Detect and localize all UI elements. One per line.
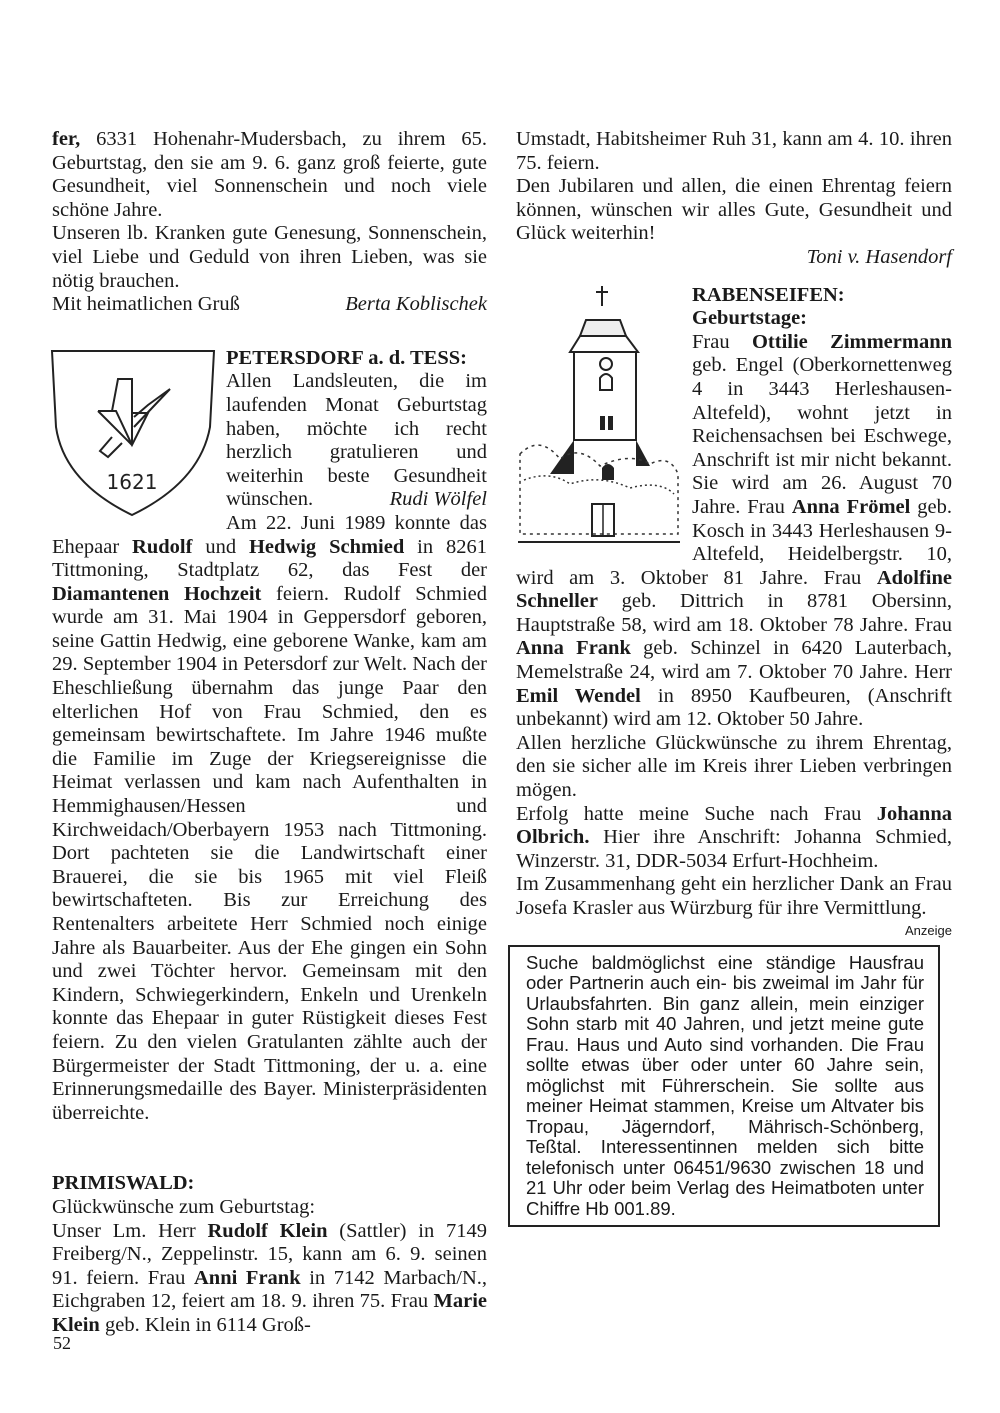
rabenseifen-birthdays: Frau Ottilie Zimmermann geb. Engel (Oberkornettenweg 4 in 3443 Herleshausen-Altefeld), wohnt jetzt in Reichensachsen bei Eschwege, Anschrift ist mir nicht bekannt. Sie wird am 26. August 70 Jahre. Frau Anna Frömel geb. Kosch in 3443 Herleshausen 9-Altefeld, Heidelbergstr. 10, wird am 3. Oktober 81 Jahre. Frau Adolfine Schneller geb. Dittrich in 8781 Obersinn, Hauptstraße 58, wird am 18. Oktober 78 Jahre. Frau Anna Frank geb. Schinzel in 6420 Lauterbach, Memelstraße 24, wird am 7. Oktober 70 Jahre. Herr Emil Wendel in 8950 Kaufbeuren, (Anschrift unbekannt) wird am 12. Oktober 50 Jahre. [516,330,953,731]
thanks-paragraph: Im Zusammenhang geht ein herzlicher Dank an Frau Josefa Krasler aus Würzburg für ihre Vermittlung. [516,873,952,919]
svg-text:1621: 1621 [106,469,158,494]
section-heading-petersdorf: PETERSDORF a. d. TESS: [226,346,467,369]
signature-line: Mit heimatlichen Gruß Berta Koblischek [52,293,487,316]
diamond-wedding-article: Am 22. Juni 1989 konnte das Ehepaar Rudolf und Hedwig Schmied in 8261 Tittmoning, Stadtplatz 62, das Fest der Diamantenen Hochzeit feiern. Rudolf Schmied wurde am 31. Mai 1904 in Geppersdorf geboren, seine Gattin Hedwig, eine geborene Wanke, kam am 29. September 1904 in Petersdorf zur Welt. Nach der Eheschließung übernahm das junge Paar den elterlichen Hof von Frau Schmied, den es gemeinsam bewirtschaftete. Im Jahre 1946 mußte die Familie im Zuge der Kriegsereignisse die Heimat verlassen und kam nach Aufenthalten in Hemmighausen/Hessen und Kirchweidach/Oberbayern 1953 nach Tittmoning. Dort pachteten sie die Landwirtschaft einer Brauerei, die sie bis 1965 mit viel Fleiß bewirtschafteten. Bis zur Erreichung des Rentenalters arbeitete Herr Schmied noch einige Jahre als Bauarbeiter. Aus der Ehe gingen ein Sohn und zwei Töchter hervor. Gemeinsam mit den Kindern, Schwiegerkindern, Enkeln und Urenkeln konnte das Ehepaar in guter Rüstigkeit dieses Fest feiern. Zu den vielen Gratulanten zählte auch der Bürgermeister der Stadt Tittmoning, der u. a. eine Erinnerungsmedaille des Bayer. Ministerpräsidenten überreichte. [52,511,487,1124]
congrats-paragraph: Allen herzliche Glückwünsche zu ihrem Ehrentag, den sie sicher alle im Kreis ihrer Lieben verbringen mögen. [516,731,952,802]
petersdorf-crest [50,347,218,524]
rabenseifen-church-illustration [510,284,682,561]
continuation-paragraph: Umstadt, Habitsheimer Ruh 31, kann am 4. 10. ihren 75. feiern. [516,128,952,174]
closing-paragraph: Den Jubilaren und allen, die einen Ehrentag feiern können, wünschen wir alles Gute, Gesundheit und Glück weiterhin! [516,175,952,245]
ad-text: Suche baldmöglichst eine ständige Hausfrau oder Partnerin auch ein- bis zweimal im Jahr für Urlaubsfahrten. Bin ganz allein, mein einziger Sohn starb mit 40 Jahren, und jetzt meine gute Frau. Haus und Auto sind vorhanden. Die Frau sollte etwas über oder unter 60 Jahre sein, möglichst mit Führerschein. Sie sollte aus meiner Heimat stammen, Kreise um Altvater bis Tropau, Jägerndorf, Mährisch-Schönberg, Teßtal. Interessentinnen melden sich bitte telefonisch unter 06451/9630 zwischen 18 und 21 Uhr oder beim Verlag des Heimatboten unter Chiffre Hb 001.89. [526,951,924,1219]
rabenseifen-subheading: Geburtstage: [692,307,808,330]
petersdorf-greeting: Allen Landsleuten, die im laufenden Monat Geburtstag haben, möchte ich recht herzlich gratulieren und weiterhin beste Gesundheit wünschen. Rudi Wölfel [226,370,487,511]
page-number: 52 [53,1333,71,1353]
right-column [516,128,952,1227]
ad-label: Anzeige [905,922,952,938]
section-heading-primiswald: PRIMISWALD: [52,1172,195,1195]
intro-paragraph: fer, 6331 Hohenahr-Mudersbach, zu ihrem 65. Geburtstag, den sie am 9. 6. ganz groß feierte, gute Gesundheit, viel Sonnenschein und noch viele schöne Jahre. [52,128,487,221]
section-heading-rabenseifen: RABENSEIFEN: [692,283,845,306]
church-icon [510,284,682,554]
author-signature: Toni v. Hasendorf [806,245,952,268]
author-signature: Rudi Wölfel [389,488,487,511]
left-column [52,128,487,1338]
primiswald-birthdays: Unser Lm. Herr Rudolf Klein (Sattler) in 7149 Freiberg/N., Zeppelinstr. 15, kann am 6. 9. seinen 91. feiern. Frau Anni Frank in 7142 Marbach/N., Eichgraben 12, feiert am 18. 9. ihren 75. Frau Marie Klein geb. Klein in 6114 Groß- [52,1219,488,1336]
coat-of-arms-icon [50,347,218,517]
classified-ad-box [508,945,940,1228]
search-paragraph: Erfolg hatte meine Suche nach Frau Johanna Olbrich. Hier ihre Anschrift: Johanna Schmied, Winzerstr. 31, DDR-5034 Erfurt-Hochheim. [516,802,952,872]
wishes-paragraph: Unseren lb. Kranken gute Genesung, Sonnenschein, viel Liebe und Geduld von ihren Lieben, was sie nötig brauchen. [52,222,487,292]
author-signature: Berta Koblischek [345,293,487,316]
primiswald-subheading: Glückwünsche zum Geburtstag: [52,1195,316,1218]
